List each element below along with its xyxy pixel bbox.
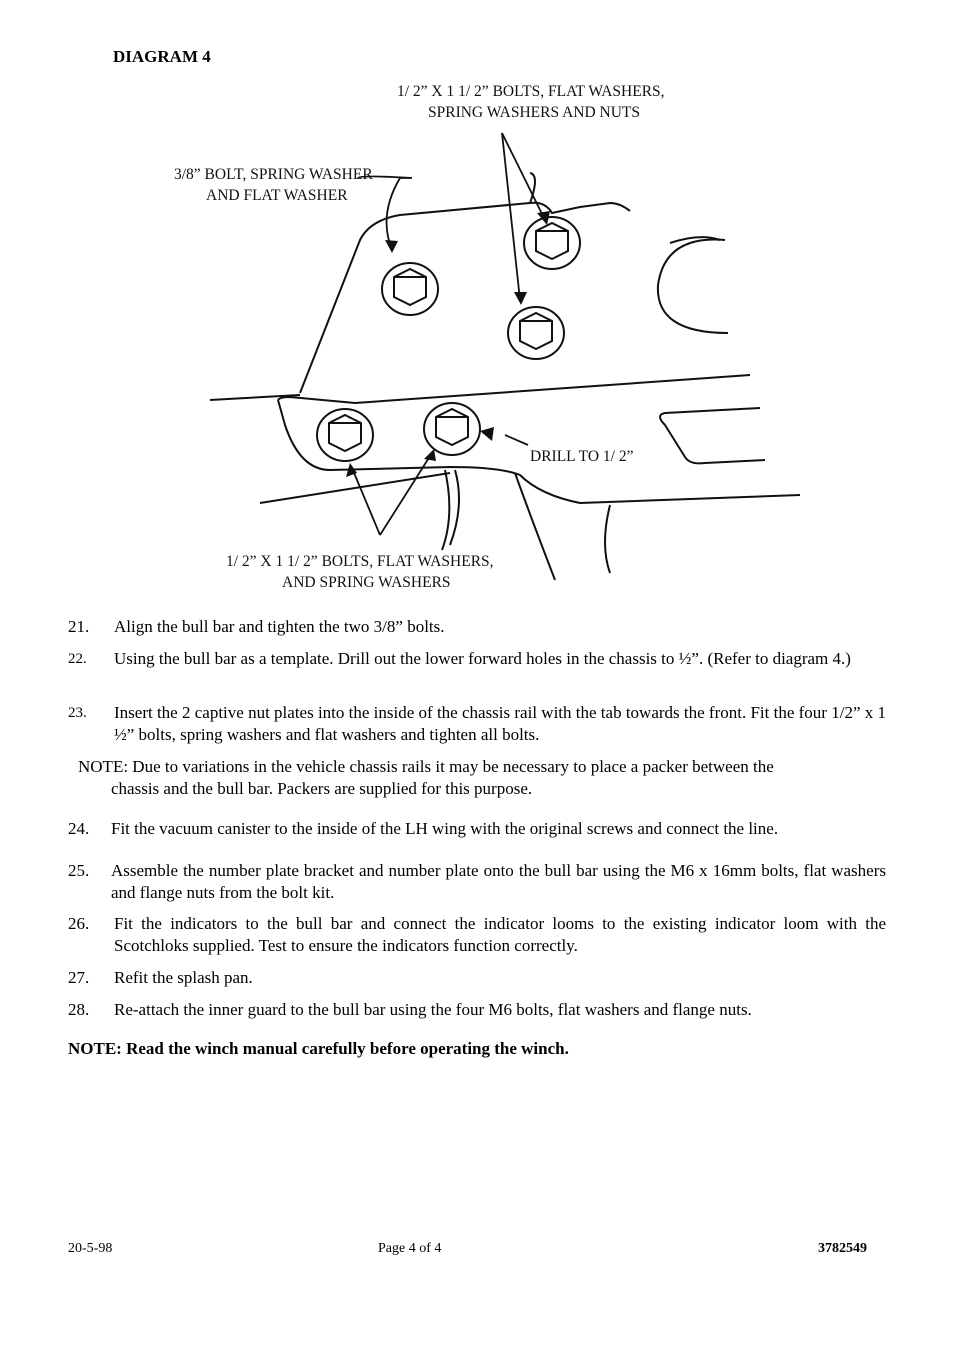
label-top-line1: 1/ 2” X 1 1/ 2” BOLTS, FLAT WASHERS,	[397, 83, 665, 100]
step-number: 27.	[68, 968, 90, 987]
label-bottom-line1: 1/ 2” X 1 1/ 2” BOLTS, FLAT WASHERS,	[226, 553, 494, 570]
step-23	[68, 702, 886, 746]
upper-bracket	[300, 203, 630, 393]
footer-page-number: Page 4 of 4	[378, 1241, 442, 1256]
step-text: Re-attach the inner guard to the bull bar using the four M6 bolts, flat washers and flange nuts.	[114, 1000, 752, 1019]
label-drill: DRILL TO 1/ 2”	[530, 448, 634, 465]
leader-top-b	[502, 133, 520, 300]
leader-drill	[505, 435, 528, 445]
step-25	[68, 860, 886, 904]
arrow-bottom-b	[424, 449, 436, 461]
step-number: 26.	[68, 914, 90, 933]
step-number: 24.	[68, 819, 90, 838]
arrow-drill	[480, 427, 494, 441]
step-number: 22.	[68, 651, 87, 667]
packer-note-line2: chassis and the bull bar. Packers are supplied for this purpose.	[111, 779, 533, 798]
bolt-lower-right	[424, 403, 480, 455]
step-text: Refit the splash pan.	[114, 968, 253, 987]
leader-top-a	[502, 133, 545, 220]
packer-note-line1: NOTE: Due to variations in the vehicle chassis rails it may be necessary to place a packer between the	[78, 757, 774, 776]
rail-line-3	[515, 473, 555, 580]
label-bottom-line2: AND SPRING WASHERS	[282, 574, 451, 591]
step-text: Assemble the number plate bracket and number plate onto the bull bar using the M6 x 16mm bolts, flat washers and flange nuts from the bolt kit.	[111, 861, 886, 902]
footer-doc-code: 3782549	[818, 1241, 867, 1256]
bolt-upper-right	[524, 217, 580, 269]
bolt-diagram-svg	[160, 75, 820, 595]
right-cutout	[658, 240, 728, 333]
step-28	[68, 999, 886, 1021]
arrow-left	[385, 240, 398, 253]
bolt-lower-left	[317, 409, 373, 461]
right-slot	[660, 408, 765, 463]
step-21	[68, 616, 886, 638]
leader-left	[358, 177, 412, 251]
bolt-middle	[508, 307, 564, 359]
label-left-line2: AND FLAT WASHER	[206, 187, 348, 204]
rail-line-4	[605, 505, 610, 573]
step-number: 28.	[68, 1000, 90, 1019]
rail-line-1	[450, 470, 459, 545]
rail-line-2	[442, 470, 449, 550]
step-text: Insert the 2 captive nut plates into the inside of the chassis rail with the tab towards the front. Fit the four 1/2” x 1 ½” bolts, spring washers and flat washers and tighten all bolts.	[114, 703, 886, 744]
step-text: Fit the indicators to the bull bar and connect the indicator looms to the existing indicator loom with the Scotchloks supplied. Test to ensure the indicators function correctly.	[114, 914, 886, 955]
step-number: 21.	[68, 617, 90, 636]
step-number: 23.	[68, 705, 87, 721]
packer-note	[78, 756, 886, 800]
step-27	[68, 967, 886, 989]
step-text: Align the bull bar and tighten the two 3/8” bolts.	[114, 617, 445, 636]
step-text: Fit the vacuum canister to the inside of the LH wing with the original screws and connect the line.	[111, 819, 779, 838]
step-22	[68, 648, 886, 670]
label-left-line1: 3/8” BOLT, SPRING WASHER	[174, 166, 373, 183]
step-text: Using the bull bar as a template. Drill out the lower forward holes in the chassis to ½”. (Refer to diagram 4.)	[114, 649, 851, 668]
label-top-line2: SPRING WASHERS AND NUTS	[428, 104, 641, 121]
bolt-upper-left	[382, 263, 438, 315]
arrow-top-b	[514, 292, 527, 305]
winch-note: NOTE: Read the winch manual carefully before operating the winch.	[68, 1039, 569, 1058]
step-24	[68, 818, 886, 840]
footer-date: 20-5-98	[68, 1241, 113, 1256]
step-26	[68, 913, 886, 957]
step-number: 25.	[68, 861, 90, 880]
diagram-heading: DIAGRAM 4	[113, 47, 211, 66]
bolt-diagram	[160, 75, 820, 595]
chassis-mid-line	[355, 375, 750, 403]
leader-bottom	[352, 453, 432, 535]
